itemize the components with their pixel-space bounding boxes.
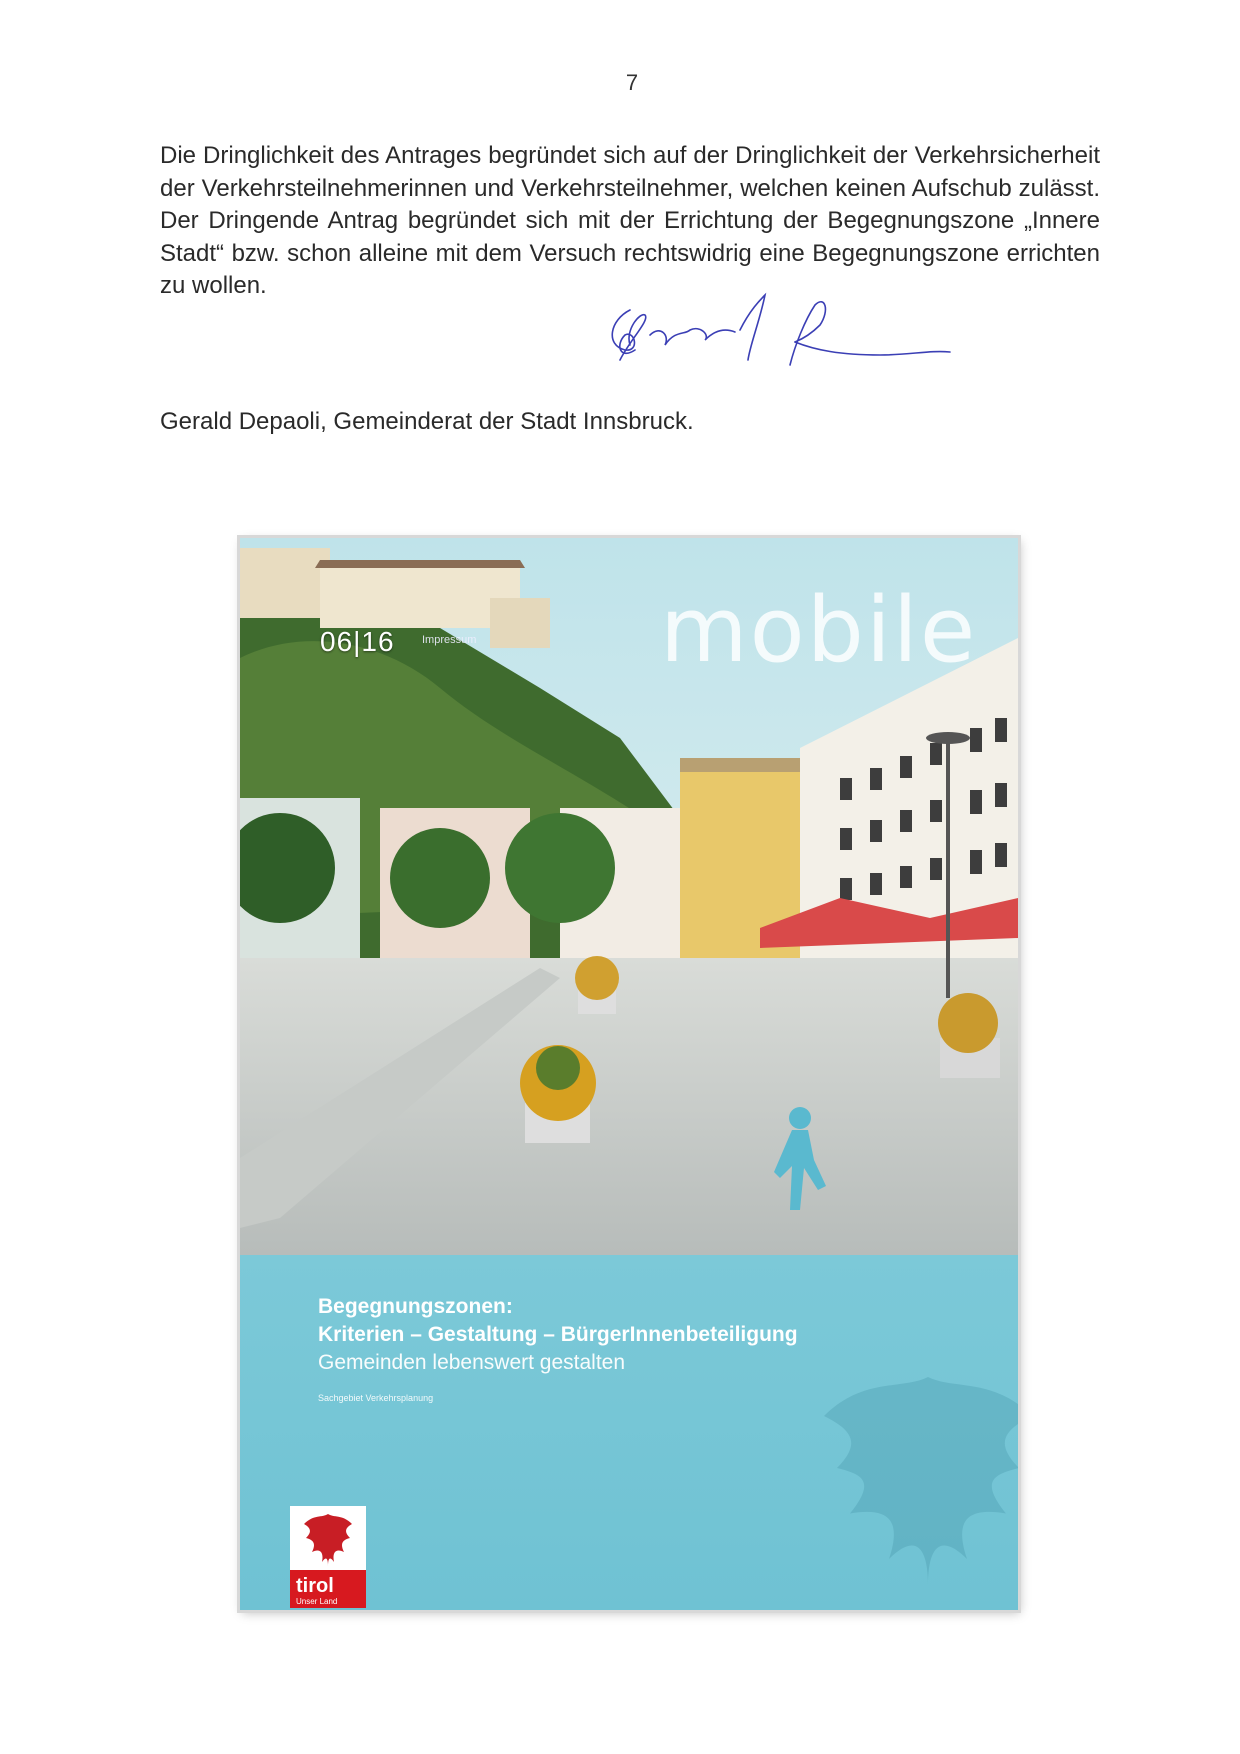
- body-paragraph: [160, 140, 1100, 303]
- impressum-label: Impressum: [422, 634, 477, 646]
- cover-tagline: Gemeinden lebenswert gestalten: [318, 1351, 626, 1374]
- cover-headline: Begegnungszonen:: [318, 1295, 513, 1318]
- author-line: Gerald Depaoli, Gemeinderat der Stadt Innsbruck.: [160, 408, 694, 435]
- svg-text:tirol: tirol: [296, 1575, 334, 1597]
- issue-number: 06|16: [320, 626, 395, 657]
- brochure-title: mobile: [660, 578, 978, 683]
- brochure-cover: [240, 538, 1018, 1610]
- cover-text-block: [318, 1295, 798, 1403]
- tirol-eagle-icon: [290, 1506, 366, 1608]
- handwritten-signature: [590, 290, 990, 400]
- eagle-watermark-icon: [798, 1338, 1018, 1598]
- cover-subheadline: Kriterien – Gestaltung – BürgerInnenbeteiligung: [318, 1323, 798, 1346]
- paragraph-text: Die Dringlichkeit des Antrages begründet sich auf der Dringlichkeit der Verkehrsicherheit der Verkehrsteilnehmerinnen und Verkehrsteilnehmer, welchen keinen Aufschub zulässt. Der Dringende Antrag begründet sich mit der Errichtung der Begegnungszone „Innere Stadt“ bzw. schon alleine mit dem Versuch rechtswidrig eine Begegnungszone errichten zu wollen.: [160, 142, 1100, 299]
- svg-text:Unser Land: Unser Land: [296, 1597, 338, 1606]
- page-number: 7: [625, 70, 639, 95]
- cover-department: Sachgebiet Verkehrsplanung: [318, 1393, 434, 1403]
- tirol-logo: [290, 1506, 366, 1608]
